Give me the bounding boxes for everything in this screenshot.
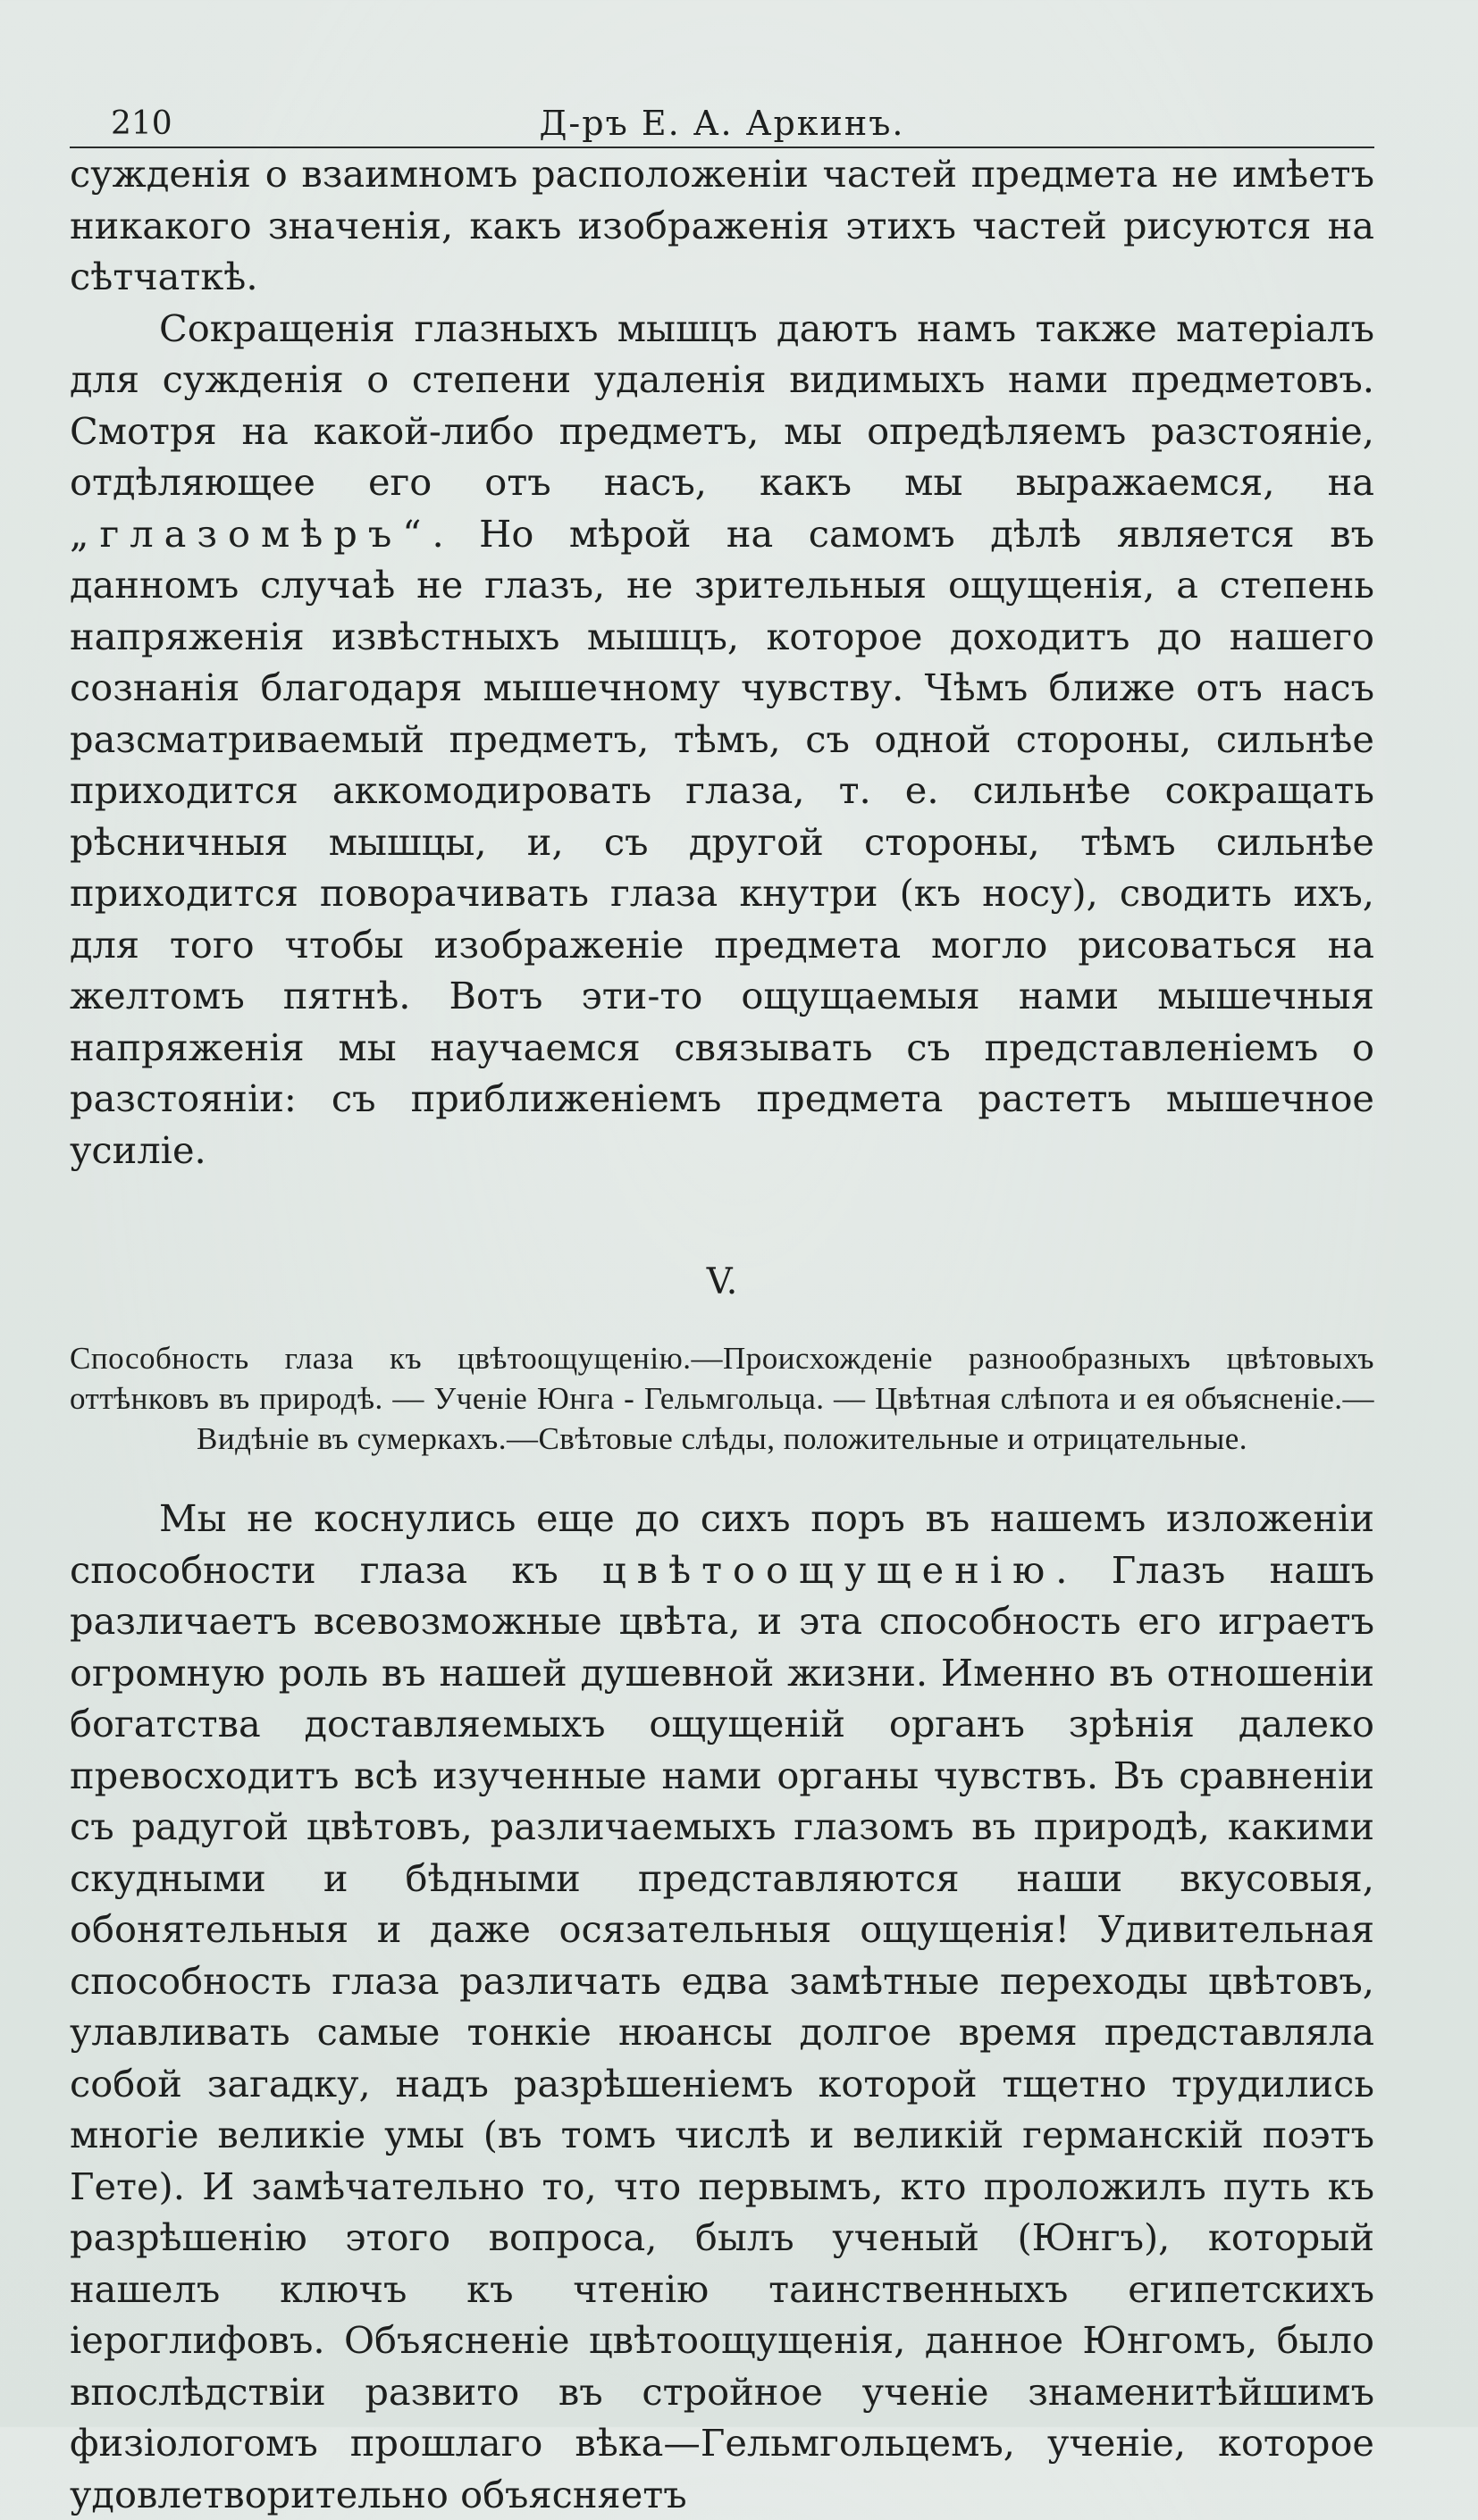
book-page bbox=[70, 89, 1374, 2520]
paragraph-eye-muscles bbox=[70, 303, 1374, 1176]
section-summary: Способность глаза къ цвѣтоощущенію.—Происхожденіе разнообразныхъ цвѣтовыхъ оттѣнковъ въ природѣ. — Ученіе Юнга - Гельмгольца. — Цвѣтная слѣпота и ея объясненіе.—Видѣніе въ сумеркахъ.—Свѣтовые слѣды, положительные и отрицательные. bbox=[70, 1341, 1374, 1456]
spaced-term: „глазомѣръ“ bbox=[70, 511, 432, 556]
paragraph-text: . Глазъ нашъ различаетъ всевозможные цвѣта, и эта способность его играетъ огромную роль въ нашей душевной жизни. Именно въ отношеніи богатства доставляемыхъ ощущеній органъ зрѣнія далеко превосходитъ всѣ изученные нами органы чувствъ. Въ сравненіи съ радугой цвѣтовъ, различаемыхъ глазомъ въ природѣ, какими скудными и бѣдными представляются наши вкусовыя, обонятельныя и даже осязательныя ощущенія! Удивительная способность глаза различать едва замѣтные переходы цвѣтовъ, улавливать самые тонкіе нюансы долгое время представляла собой загадку, надъ разрѣшеніемъ которой тщетно трудились многіе великіе умы (въ томъ числѣ и великій германскій поэтъ Гете). И замѣчательно то, что первымъ, кто проложилъ путь къ разрѣшенію этого вопроса, былъ ученый (Юнгъ), который нашелъ ключъ къ чтенію таинственныхъ египетскихъ іероглифовъ. Объясненіе цвѣтоощущенія, данное Юнгомъ, было впослѣдствіи развито въ стройное ученіе знаменитѣйшимъ физіологомъ прошлаго вѣка—Гельмгольцемъ, ученіе, которое удовлетворительно объясняетъ bbox=[70, 1547, 1374, 2516]
paragraph-text: Мы не коснулись еще до сихъ поръ въ нашемъ изложеніи способности глаза къ bbox=[70, 1496, 1374, 1592]
running-head bbox=[70, 89, 1374, 148]
body-text bbox=[70, 148, 1374, 2520]
paragraph-color-perception bbox=[70, 1493, 1374, 2520]
page-number: 210 bbox=[111, 105, 172, 142]
paragraph-text: . Но мѣрой на самомъ дѣлѣ является въ данномъ случаѣ не глазъ, не зрительныя ощущенія, а степень напряженія извѣстныхъ мышцъ, которое доходитъ до нашего сознанія благодаря мышечному чувству. Чѣмъ ближе отъ насъ разсматриваемый предметъ, тѣмъ, съ одной стороны, сильнѣе приходится аккомодировать глаза, т. е. сильнѣе сокращать рѣсничныя мышцы, и, съ другой стороны, тѣмъ сильнѣе приходится поворачивать глаза кнутри (къ носу), сводить ихъ, для того чтобы изображеніе предмета могло рисоваться на желтомъ пятнѣ. Вотъ эти-то ощущаемыя нами мышечныя напряженія мы научаемся связывать съ представленіемъ о разстояніи: съ приближеніемъ предмета растетъ мышечное усиліе. bbox=[70, 511, 1374, 1172]
section-numeral: V. bbox=[706, 1261, 738, 1302]
spaced-term: цвѣтоощущенію bbox=[602, 1547, 1056, 1592]
paragraph-continuation: сужденія о взаимномъ расположеніи частей предмета не имѣетъ никакого значенія, какъ изображенія этихъ частей рисуются на сѣтчаткѣ. bbox=[70, 152, 1374, 298]
paragraph-text: Сокращенія глазныхъ мышцъ даютъ намъ также матеріалъ для сужденія о степени удаленія видимыхъ нами предметовъ. Смотря на какой-либо предметъ, мы опредѣляемъ разстояніе, отдѣляющее его отъ насъ, какъ мы выражаемся, на bbox=[70, 306, 1374, 504]
running-title: Д-ръ Е. А. Аркинъ. bbox=[539, 104, 905, 143]
